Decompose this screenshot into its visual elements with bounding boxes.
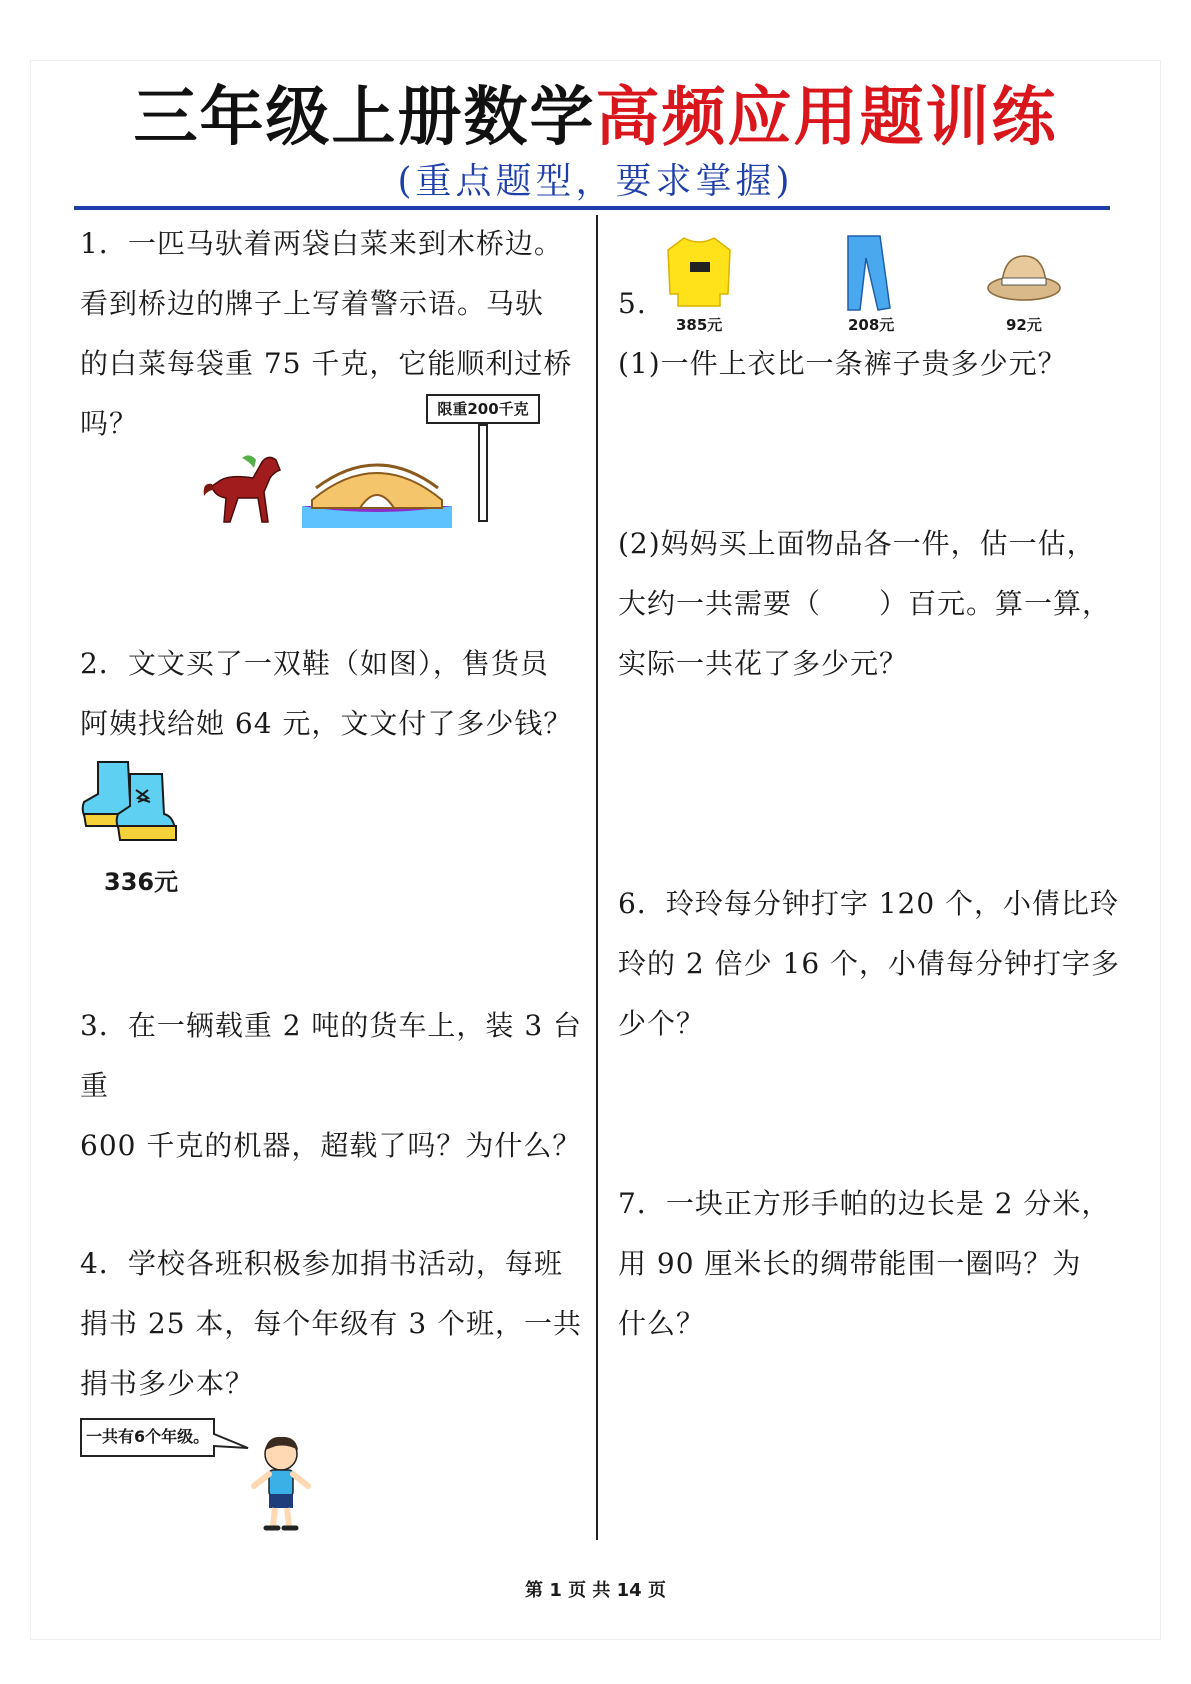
question-4-line: 捐书多少本？ bbox=[80, 1367, 255, 1400]
question-7-line: 用 90 厘米长的绸带能围一圈吗？为 bbox=[618, 1247, 1082, 1280]
question-6-line: 少个？ bbox=[618, 1007, 706, 1040]
question-3-line: 600 千克的机器，超载了吗？为什么？ bbox=[80, 1129, 582, 1162]
question-5-part-2-line: 大约一共需要（ ）百元。算一算， bbox=[618, 587, 1112, 620]
question-6-line: 玲的 2 倍少 16 个，小倩每分钟打字多 bbox=[618, 947, 1121, 980]
question-6-line: 6．玲玲每分钟打字 120 个，小倩比玲 bbox=[618, 887, 1120, 920]
speech-bubble-text: 一共有6个年级。 bbox=[86, 1427, 210, 1446]
question-5-part-2-line: 实际一共花了多少元？ bbox=[618, 647, 909, 680]
question-4-line: 4．学校各班积极参加捐书活动，每班 bbox=[80, 1247, 563, 1280]
question-5-part-1-text: (1)一件上衣比一条裤子贵多少元？ bbox=[618, 347, 1067, 380]
question-2 bbox=[80, 634, 590, 754]
title-part-red: 高频应用题训练 bbox=[595, 81, 1058, 155]
question-7-line: 7．一块正方形手帕的边长是 2 分米， bbox=[618, 1187, 1111, 1220]
question-6 bbox=[618, 874, 1138, 1054]
header-rule bbox=[74, 206, 1110, 210]
page-subtitle: (重点题型，要求掌握) bbox=[397, 161, 794, 202]
column-divider bbox=[596, 215, 598, 1540]
question-1-line: 1．一匹马驮着两袋白菜来到木桥边。 bbox=[80, 227, 563, 260]
question-3-line: 3．在一辆载重 2 吨的货车上，装 3 台重 bbox=[80, 1009, 583, 1102]
horse-icon bbox=[198, 452, 288, 532]
title-part-black: 三年级上册数学 bbox=[133, 81, 596, 155]
question-2-line: 阿姨找给她 64 元，文文付了多少钱？ bbox=[80, 707, 573, 740]
question-1-line: 看到桥边的牌子上写着警示语。马驮 bbox=[80, 287, 545, 320]
trousers-price: 208元 bbox=[848, 316, 895, 334]
question-2-line: 2．文文买了一双鞋（如图），售货员 bbox=[80, 647, 549, 680]
sign-post bbox=[478, 424, 488, 522]
question-5-part-2-line: (2)妈妈买上面物品各一件，估一估， bbox=[618, 527, 1096, 560]
sweater-icon bbox=[664, 232, 734, 312]
question-1-line: 的白菜每袋重 75 千克，它能顺利过桥 bbox=[80, 347, 573, 380]
question-4-line: 捐书 25 本，每个年级有 3 个班，一共 bbox=[80, 1307, 583, 1340]
hat-price: 92元 bbox=[1006, 316, 1042, 334]
boy-icon bbox=[246, 1434, 316, 1534]
page-footer: 第 1 页 共 14 页 bbox=[525, 1580, 666, 1601]
sweater-price: 385元 bbox=[676, 316, 723, 334]
page-title bbox=[0, 78, 1191, 158]
shoes-icon bbox=[78, 752, 188, 852]
question-5-part-1 bbox=[618, 334, 1118, 394]
shoes-price: 336元 bbox=[104, 868, 179, 896]
question-1-line: 吗？ bbox=[80, 407, 139, 440]
question-3 bbox=[80, 996, 590, 1176]
question-5-number: 5. bbox=[618, 287, 647, 320]
question-4 bbox=[80, 1234, 590, 1414]
hat-icon bbox=[986, 250, 1062, 304]
question-5-part-2 bbox=[618, 514, 1138, 694]
weight-limit-sign: 限重200千克 bbox=[426, 394, 540, 424]
question-7-line: 什么？ bbox=[618, 1307, 706, 1340]
question-7 bbox=[618, 1174, 1138, 1354]
bridge-icon bbox=[302, 448, 452, 528]
trousers-icon bbox=[838, 232, 898, 316]
